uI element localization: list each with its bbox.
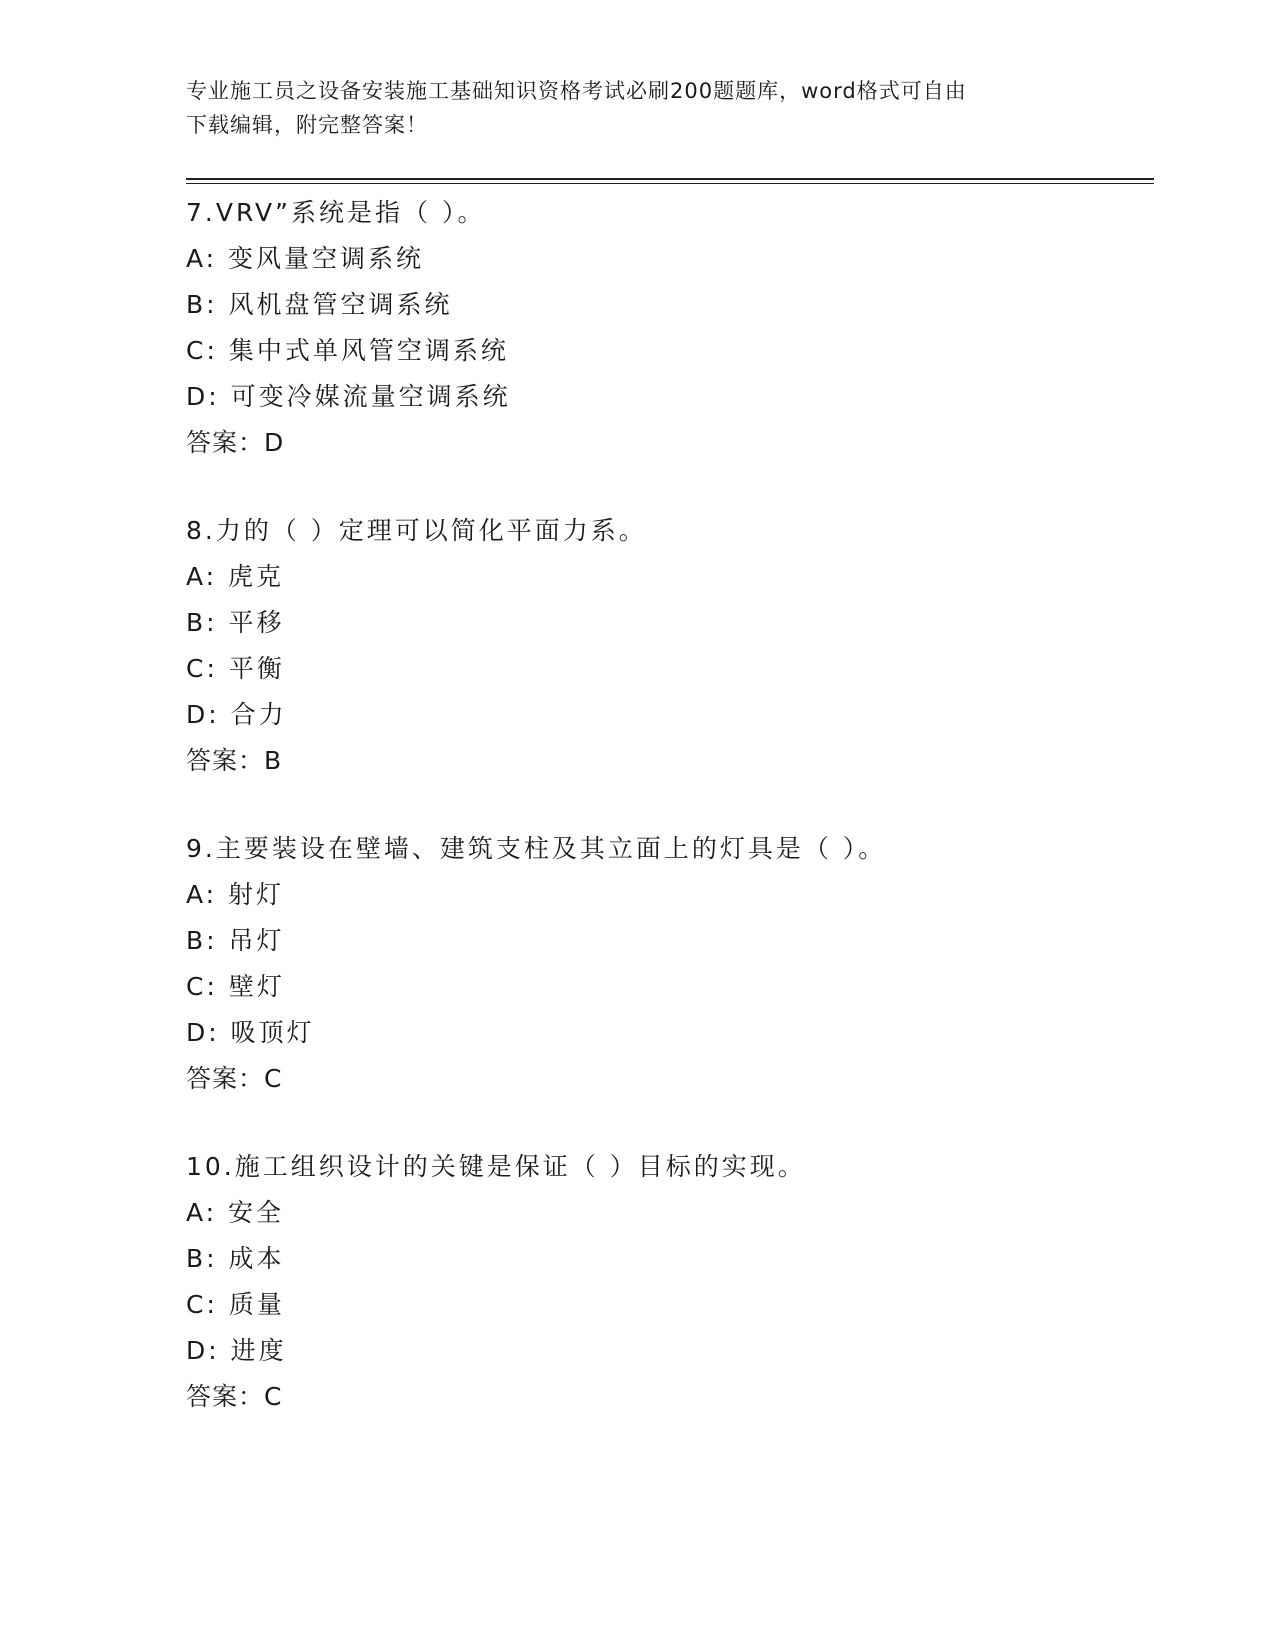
question-stem: 7.VRV”系统是指（ ）。 [186, 198, 486, 227]
answer: 答案：D [186, 428, 285, 457]
question-stem: 9.主要装设在壁墙、建筑支柱及其立面上的灯具是（ ）。 [186, 834, 887, 863]
option-a: A: 变风量空调系统 [186, 244, 425, 273]
option-d: D: 吸顶灯 [186, 1018, 315, 1047]
question-7 [186, 190, 1146, 466]
option-d: D: 进度 [186, 1336, 287, 1365]
question-stem: 8.力的（ ）定理可以简化平面力系。 [186, 516, 647, 545]
answer: 答案：C [186, 1382, 283, 1411]
document-header [186, 74, 1066, 142]
header-divider-thick [186, 178, 1154, 180]
option-c: C: 平衡 [186, 654, 285, 683]
option-b: B: 吊灯 [186, 926, 285, 955]
answer: 答案：B [186, 746, 283, 775]
option-b: B: 风机盘管空调系统 [186, 290, 453, 319]
option-d: D: 可变冷媒流量空调系统 [186, 382, 511, 411]
option-a: A: 安全 [186, 1198, 285, 1227]
question-8 [186, 508, 1146, 784]
header-divider-thin [186, 183, 1154, 184]
option-a: A: 射灯 [186, 880, 285, 909]
question-stem: 10.施工组织设计的关键是保证（ ）目标的实现。 [186, 1152, 806, 1181]
option-c: C: 质量 [186, 1290, 285, 1319]
option-b: B: 成本 [186, 1244, 285, 1273]
option-c: C: 集中式单风管空调系统 [186, 336, 509, 365]
answer: 答案：C [186, 1064, 283, 1093]
question-10 [186, 1144, 1146, 1420]
question-9 [186, 826, 1146, 1102]
header-line-2: 下载编辑，附完整答案！ [186, 113, 428, 137]
header-line-1: 专业施工员之设备安装施工基础知识资格考试必刷200题题库，word格式可自由 [186, 79, 967, 103]
question-list [186, 190, 1146, 1462]
option-b: B: 平移 [186, 608, 285, 637]
option-a: A: 虎克 [186, 562, 285, 591]
option-d: D: 合力 [186, 700, 287, 729]
option-c: C: 壁灯 [186, 972, 285, 1001]
